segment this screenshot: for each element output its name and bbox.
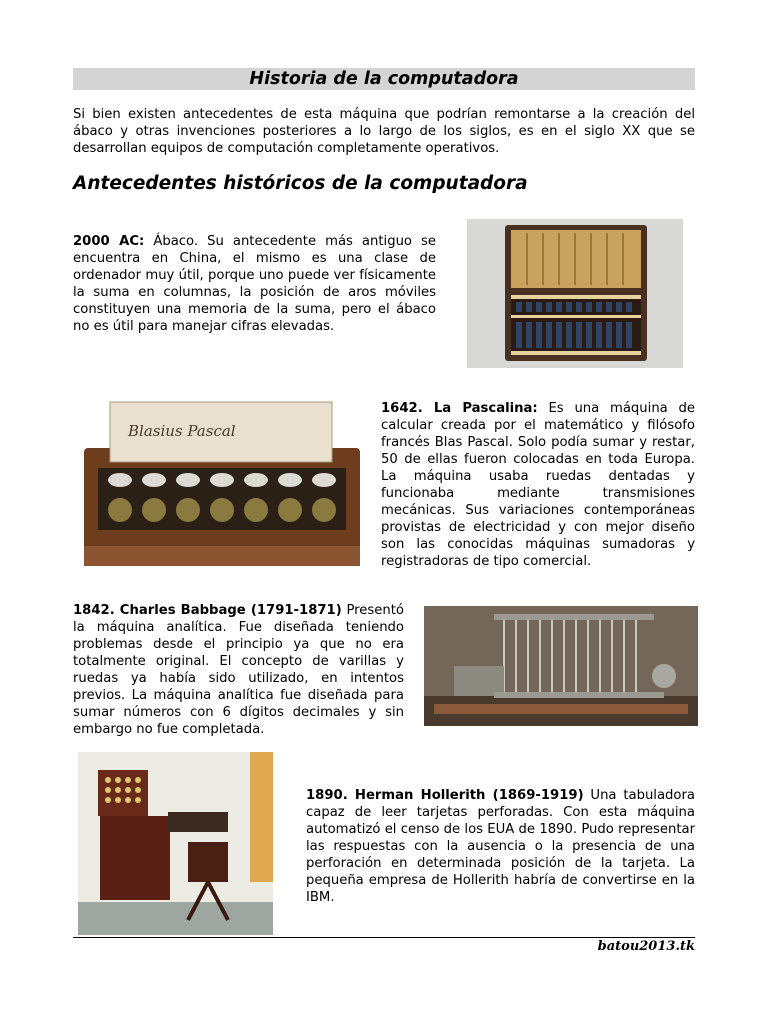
pascaline-caption: Blasius Pascal	[128, 422, 236, 440]
entry-text: Es una máquina de calcular creada por el matemático y filósofo francés Blas Pascal. Solo podía sumar y restar, 50 de ellas fueron colocadas en toda Europa. La máquina usaba ruedas dentadas y funcionaba mediante transmisiones mecánicas. Sus variaciones contemporáneas provistas de electricidad y con mejor diseño son las conocidas máquinas sumadoras y registradoras de tipo comercial.	[381, 401, 696, 569]
entry-text: Ábaco. Su antecedente más antiguo se encuentra en China, el mismo es una clase de ordenador muy útil, porque uno puede ver físicamente la suma en columnas, la posición de aros móviles constituyen una memoria de la suma, pero el ábaco no es útil para manejar cifras elevadas.	[73, 234, 437, 334]
entry-pascaline	[381, 400, 695, 570]
entry-heading: 1642. La Pascalina:	[381, 401, 538, 416]
entry-heading: 1890. Herman Hollerith (1869-1919)	[306, 788, 584, 803]
entry-text: Una tabuladora capaz de leer tarjetas perforadas. Con esta máquina automatizó el censo de los EUA de 1890. Pudo representar las respuestas con la ausencia o la presencia de una perforación en determinada posición de la tarjeta. La pequeña empresa de Hollerith habría de convertirse en la IBM.	[306, 788, 695, 905]
intro-paragraph: Si bien existen antecedentes de esta máquina que podrían remontarse a la creación del ábaco y otras invenciones posteriores a lo largo de los siglos, es en el siglo XX que se desarrollan equipos de computación completamente operativos.	[73, 107, 695, 156]
entry-abacus	[73, 233, 436, 335]
abacus-image	[467, 219, 683, 368]
entry-text: Presentó la máquina analítica. Fue diseñada teniendo problemas desde el principio ya que no era totalmente original. El concepto de varillas y ruedas ya había sido utilizado, en intentos previos. La máquina analítica fue diseñada para sumar números con 6 dígitos decimales y sin embargo no fue completada.	[73, 603, 404, 737]
entry-heading: 1842. Charles Babbage (1791-1871)	[73, 603, 342, 618]
page-title: Historia de la computadora	[73, 68, 695, 90]
section-subtitle: Antecedentes históricos de la computadora	[73, 173, 528, 194]
entry-heading: 2000 AC:	[73, 234, 145, 249]
footer-divider	[73, 937, 695, 938]
analytical-engine-image	[424, 606, 698, 726]
entry-babbage	[73, 602, 404, 738]
entry-hollerith	[306, 787, 695, 906]
pascaline-image	[80, 398, 365, 572]
tabulator-image	[78, 752, 273, 935]
footer-site: batou2013.tk	[597, 939, 695, 954]
